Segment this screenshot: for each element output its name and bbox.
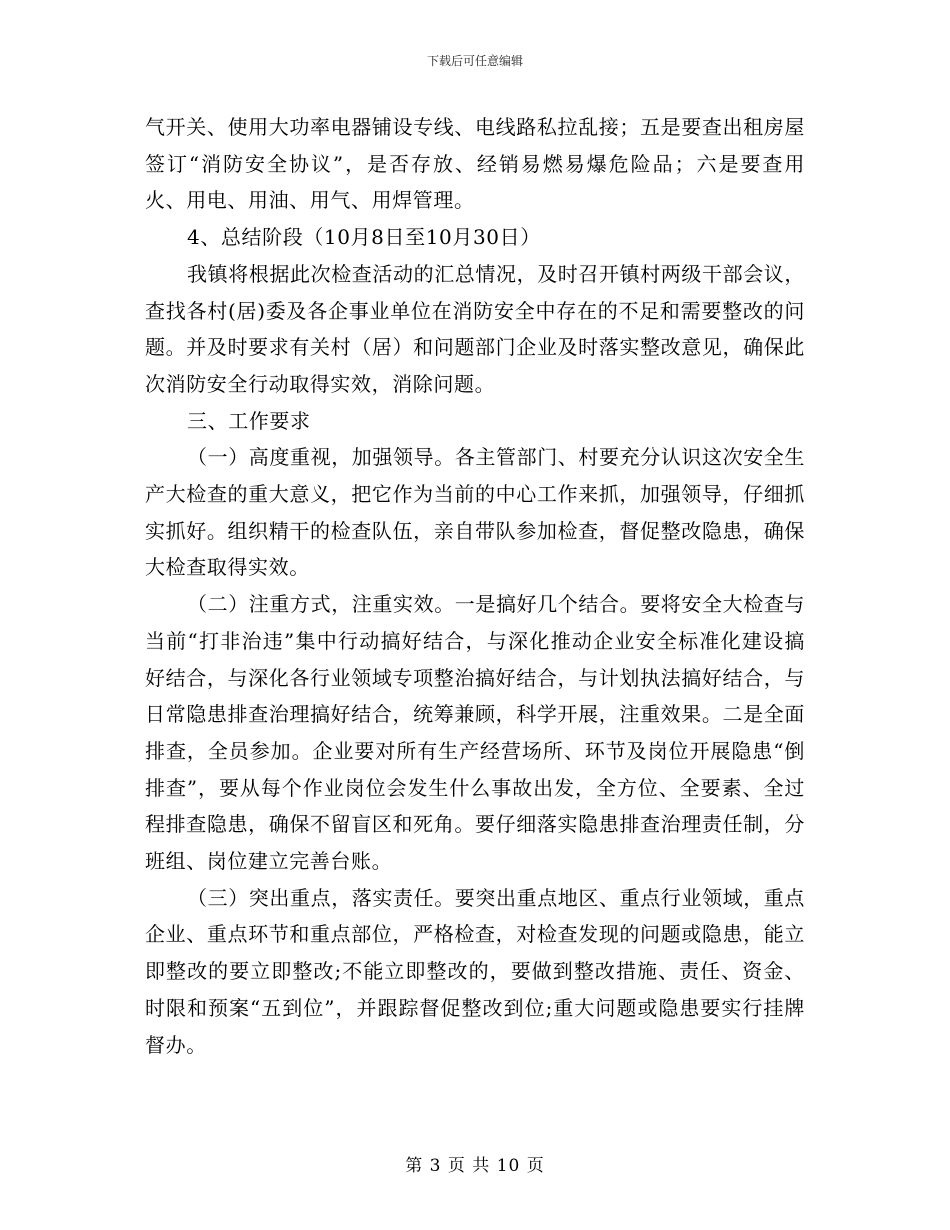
paragraph-requirement-2: （二）注重方式，注重实效。一是搞好几个结合。要将安全大检查与当前“打非治违”集中行动搞好结合，与深化推动企业安全标准化建设搞好结合，与深化各行业领域专项整治搞好结合，与计划执法搞好结合，与日常隐患排查治理搞好结合，统筹兼顾，科学开展，注重效果。二是全面排查，全员参加。企业要对所有生产经营场所、环节及岗位开展隐患“倒排查”，要从每个作业岗位会发生什么事故出发，全方位、全要素、全过程排查隐患，确保不留盲区和死角。要仔细落实隐患排查治理责任制，分班组、岗位建立完善台账。 xyxy=(145,592,805,874)
paragraph-continuation: 气开关、使用大功率电器铺设专线、电线路私拉乱接；五是要查出租房屋签订“消防安全协议”，是否存放、经销易燃易爆危险品；六是要查用火、用电、用油、用气、用焊管理。 xyxy=(145,115,805,213)
section-heading-summary-stage: 4、总结阶段（10月8日至10月30日） xyxy=(187,225,541,250)
document-body xyxy=(145,109,805,1063)
section-heading-work-requirements: 三、工作要求 xyxy=(187,408,311,433)
paragraph-requirement-3: （三）突出重点，落实责任。要突出重点地区、重点行业领域，重点企业、重点环节和重点部位，严格检查，对检查发现的问题或隐患，能立即整改的要立即整改;不能立即整改的，要做到整改措施、责任、资金、时限和预案“五到位”，并跟踪督促整改到位;重大问题或隐患要实行挂牌督办。 xyxy=(145,885,805,1057)
page-number: 第 3 页 共 10 页 xyxy=(405,1156,545,1176)
paragraph-requirement-1: （一）高度重视，加强领导。各主管部门、村要充分认识这次安全生产大检查的重大意义，把它作为当前的中心工作来抓，加强领导，仔细抓实抓好。组织精干的检查队伍，亲自带队参加检查，督促整改隐患，确保大检查取得实效。 xyxy=(145,445,805,580)
page-header-note: 下载后可任意编辑 xyxy=(426,54,523,68)
paragraph-summary: 我镇将根据此次检查活动的汇总情况，及时召开镇村两级干部会议，查找各村(居)委及各企事业单位在消防安全中存在的不足和需要整改的问题。并及时要求有关村（居）和问题部门企业及时落实整改意见，确保此次消防安全行动取得实效，消除问题。 xyxy=(145,261,805,396)
